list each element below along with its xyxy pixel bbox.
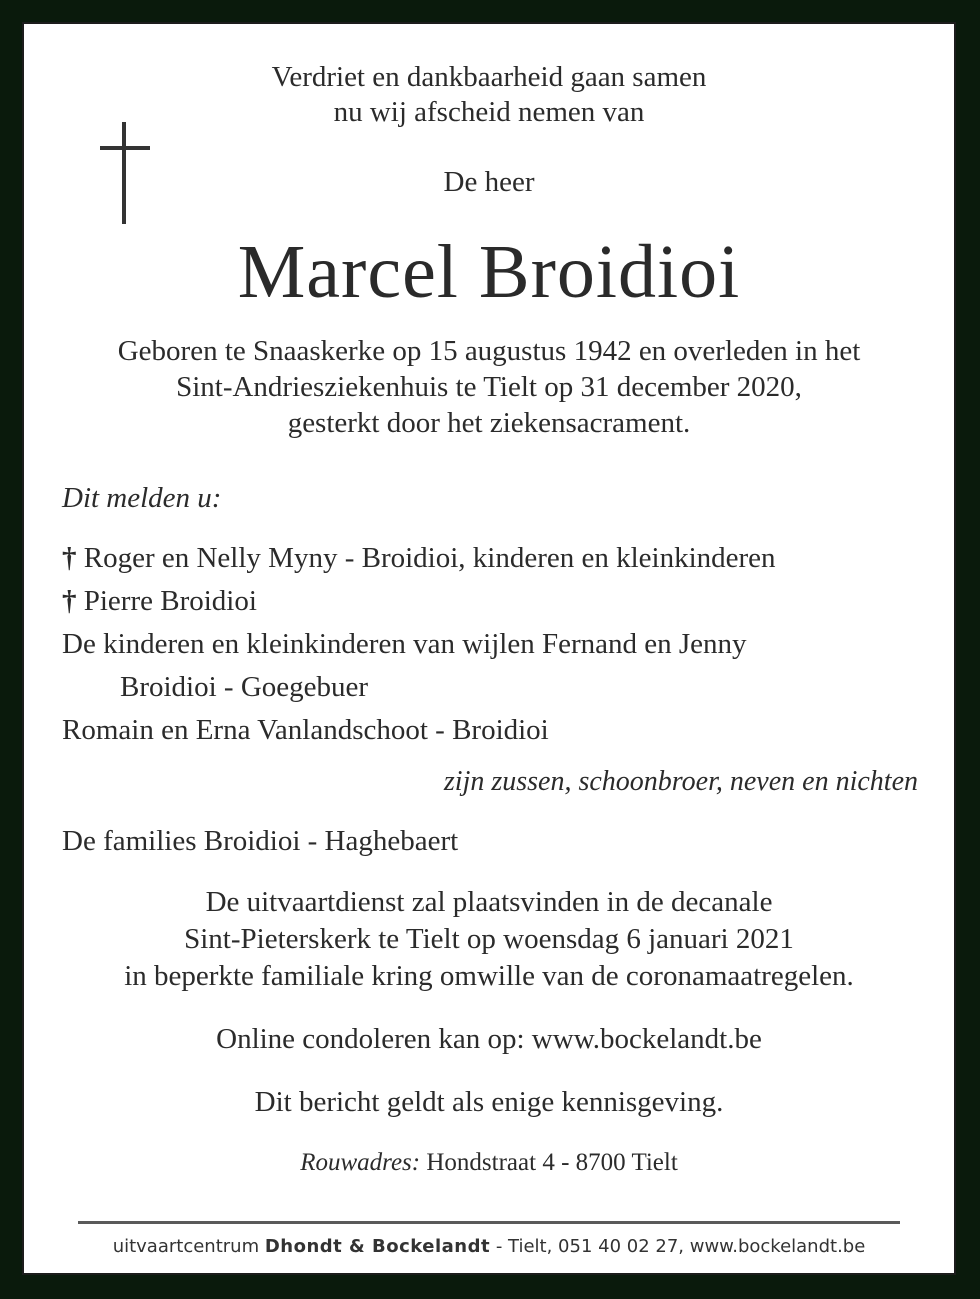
cross-icon-horizontal — [100, 146, 150, 150]
relative-text: Broidioi - Goegebuer — [120, 671, 369, 703]
families: De families Broidioi - Haghebaert — [62, 825, 459, 857]
relative-item-continued — [62, 666, 776, 709]
birth-death-details — [22, 333, 956, 441]
intro-line-1: Verdriet en dankbaarheid gaan samen — [271, 61, 707, 93]
intro-text — [22, 60, 956, 130]
relatives-list — [62, 537, 776, 752]
address-value: Hondstraat 4 - 8700 Tielt — [426, 1149, 678, 1176]
online-condolences: Online condoleren kan op: www.bockelandt.be — [216, 1023, 762, 1055]
relative-item — [62, 623, 776, 666]
address-label: Rouwadres: — [300, 1149, 421, 1176]
relative-text: Romain en Erna Vanlandschoot - Broidioi — [62, 714, 549, 746]
relative-text: De kinderen en kleinkinderen van wijlen Fernand en Jenny — [62, 628, 747, 660]
obituary-card — [22, 22, 956, 1275]
service-line-1: De uitvaartdienst zal plaatsvinden in de decanale — [205, 886, 773, 918]
salutation: De heer — [443, 166, 535, 198]
announcement: Dit melden u: — [62, 482, 222, 514]
relative-text: Roger en Nelly Myny - Broidioi, kinderen en kleinkinderen — [83, 542, 776, 574]
relation-note: zijn zussen, schoonbroer, neven en nichten — [443, 766, 918, 797]
funeral-service-info — [22, 884, 956, 995]
relative-item — [62, 709, 776, 752]
service-line-2: Sint-Pieterskerk te Tielt op woensdag 6 januari 2021 — [184, 923, 794, 955]
relative-item — [62, 580, 776, 623]
mourning-address — [22, 1145, 956, 1181]
dagger-icon: † — [62, 585, 77, 617]
relative-item — [62, 537, 776, 580]
footer — [22, 1232, 956, 1262]
birth-line-1: Geboren te Snaaskerke op 15 augustus 1942 en overleden in het — [117, 335, 861, 367]
service-line-3: in beperkte familiale kring omwille van de coronamaatregelen. — [124, 960, 854, 992]
notice-text: Dit bericht geldt als enige kennisgeving. — [254, 1086, 724, 1118]
birth-line-3: gesterkt door het ziekensacrament. — [287, 407, 691, 439]
dagger-icon: † — [62, 542, 77, 574]
birth-line-2: Sint-Andriesziekenhuis te Tielt op 31 december 2020, — [176, 371, 802, 403]
footer-contact: - Tielt, 051 40 02 27, www.bockelandt.be — [495, 1236, 866, 1257]
footer-prefix: uitvaartcentrum — [112, 1236, 260, 1257]
footer-brand: Dhondt & Bockelandt — [264, 1236, 491, 1257]
footer-divider — [78, 1221, 900, 1224]
deceased-name: Marcel Broidioi — [237, 230, 741, 314]
relative-text: Pierre Broidioi — [83, 585, 257, 617]
intro-line-2: nu wij afscheid nemen van — [333, 96, 645, 128]
